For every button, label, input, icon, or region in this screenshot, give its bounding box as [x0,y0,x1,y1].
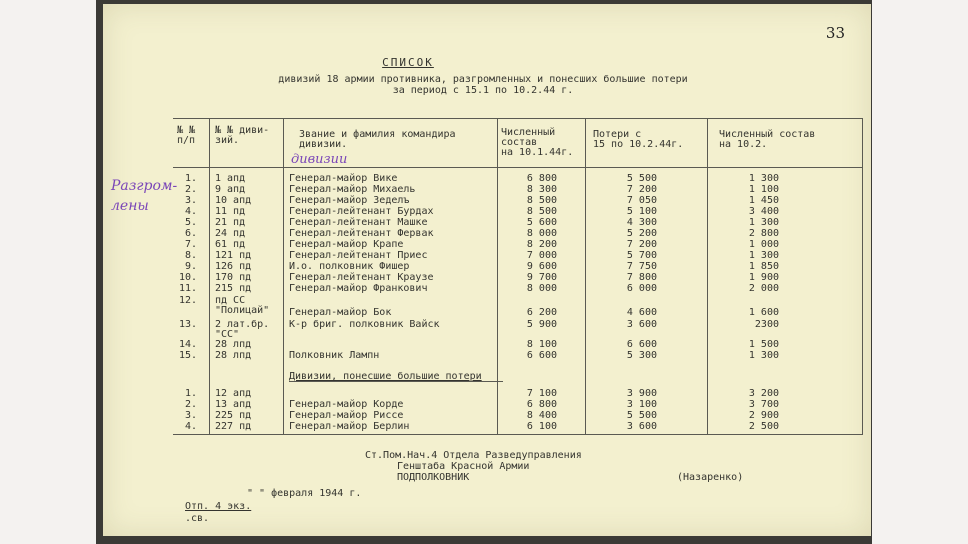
section-title: Дивизии, понесшие большие потери [289,371,482,382]
table-row: 9. 126 пд И.о. полковник Фишер 9 600 7 750 1 850 [184,261,779,272]
table-row: 3. 225 пд Генерал-майор Риссе 8 400 5 500 2 900 [184,410,779,421]
viewer-margin-left [0,0,96,544]
viewer-margin-right [872,0,968,544]
table-row: 15. 28 лпд Полковник Лампн 6 600 5 300 1 300 [178,350,779,361]
table-row: 4. 11 пд Генерал-лейтенант Бурдах 8 500 5 100 3 400 [184,206,779,217]
table-row: 14. 28 лпд 8 100 6 600 1 500 [178,339,779,350]
table-row: 3. 10 апд Генерал-майор Зеделъ 8 500 7 050 1 450 [184,195,779,206]
handwritten-header-note: дивизии [291,152,348,167]
table-row: 4. 227 пд Генерал-майор Берлин 6 100 3 600 2 500 [184,421,779,432]
signature-line-2: Генштаба Красной Армии [397,461,530,472]
table-row: 1. 1 апд Генерал-майор Вике 6 800 5 500 1 300 [184,173,779,184]
table-row: 5. 21 пд Генерал-лейтенант Машке 5 600 4 300 1 300 [184,217,779,228]
header-division: № № диви- зий. [215,125,270,146]
signature-name: (Назаренко) [677,472,744,483]
document-title: СПИСОК [382,56,434,69]
page-number: 33 [825,24,845,42]
table-row: 12. пд СС "Полицай" Генерал-майор Бок 6 200 4 600 1 600 [178,295,779,318]
signature-line-1: Ст.Пом.Нач.4 Отдела Разведуправления [365,450,582,461]
table-row: 11. 215 пд Генерал-майор Франкович 8 000 6 000 2 000 [178,283,779,294]
table-row: 7. 61 пд Генерал-майор Крапе 8 200 7 200 1 000 [184,239,779,250]
typist-initials: .св. [185,513,210,524]
signature-rank: ПОДПОЛКОВНИК [397,472,470,483]
handwritten-margin-note: Разгром- лены [111,178,178,214]
table-row: 2. 13 апд Генерал-майор Корде 6 800 3 100 3 700 [184,399,779,410]
header-commander: Звание и фамилия командира дивизии. [299,129,456,150]
copies-note: Отп. 4 экз. [185,501,252,512]
table-row: 10. 170 пд Генерал-лейтенант Краузе 9 700 7 800 1 900 [178,272,779,283]
table-row: 1. 12 апд 7 100 3 900 3 200 [184,388,779,399]
document-page [103,4,871,536]
header-strength-start: Численный состав на 10.1.44г. [501,127,574,158]
table-row: 6. 24 пд Генерал-лейтенант Фервак 8 000 5 200 2 800 [184,228,779,239]
table-row: 8. 121 пд Генерал-лейтенант Приес 7 000 5 700 1 300 [184,250,779,261]
table-row: 13. 2 лат.бр. "СС" К-р бриг. полковник Вайск 5 900 3 600 2300 [178,319,779,340]
header-num: № № п/п [177,125,196,146]
table-row: 2. 9 апд Генерал-майор Михаель 8 300 7 200 1 100 [184,184,779,195]
date-line: " " февраля 1944 г. [247,488,362,499]
header-losses: Потери с 15 по 10.2.44г. [593,129,684,150]
document-subtitle: дивизий 18 армии противника, разгромленных и понесших большие потери за период с 15.1 по 10.2.44 г. [278,74,688,96]
header-strength-end: Численный состав на 10.2. [719,129,816,150]
